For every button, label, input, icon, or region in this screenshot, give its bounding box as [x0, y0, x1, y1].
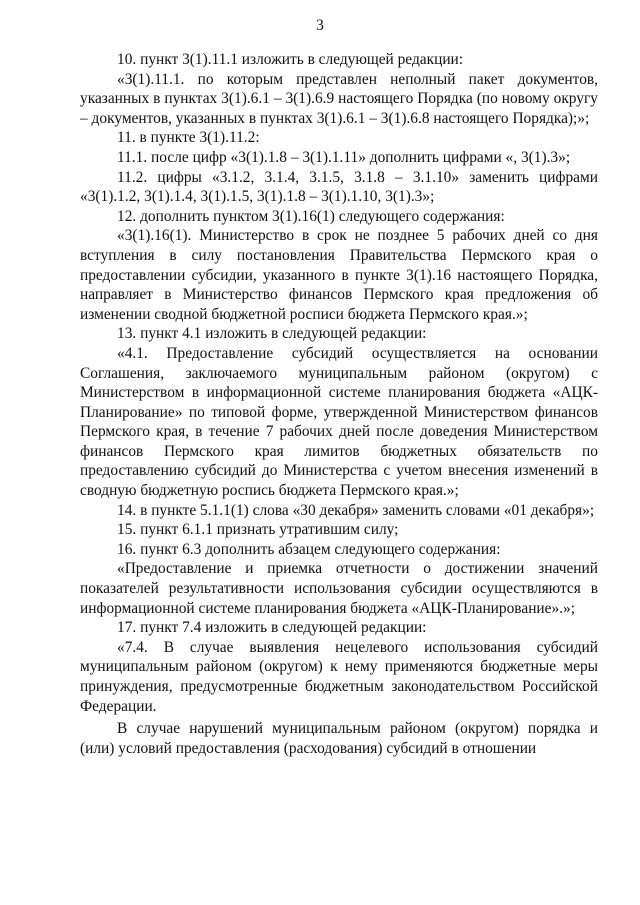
paragraph-quote-7-4: «7.4. В случае выявления нецелевого использования субсидий муниципальным районом (округом) к нему применяются бюджетные меры принуждения, предусмотренные бюджетным законодательством Российской Федерации.	[80, 638, 598, 715]
paragraph-quote-3-1-11-1: «3(1).11.1. по которым представлен неполный пакет документов, указанных в пунктах 3(1).6.1 – 3(1).6.9 настоящего Порядка (по новому округу – документов, указанных в пунктах 3(1).6.1 – 3(1).6.8 настоящего Порядка);»;	[80, 70, 598, 127]
paragraph-quote-4-1: «4.1. Предоставление субсидий осуществляется на основании Соглашения, заключаемого муниципальным районом (округом) с Министерством в информационной системе планирования бюджета «АЦК-Планирование» по типовой форме, утвержденной Министерством финансов Пермского края, в течение 7 рабочих дней после доведения Министерством финансов Пермского края лимитов бюджетных обязательств по предоставлению субсидий до Министерства с учетом внесения изменений в сводную бюджетную роспись бюджета Пермского края.»;	[80, 344, 598, 500]
paragraph-quote-3-1-16-1: «3(1).16(1). Министерство в срок не позднее 5 рабочих дней со дня вступления в силу постановления Правительства Пермского края о предоставлении субсидии, указанного в пункте 3(1).16 настоящего Порядка, направляет в Министерство финансов Пермского края предложения об изменении сводной бюджетной росписи бюджета Пермского края.»;	[80, 227, 598, 323]
paragraph-item-11: 11. в пункте 3(1).11.2:	[117, 129, 260, 147]
paragraph-item-11-2: 11.2. цифры «3.1.2, 3.1.4, 3.1.5, 3.1.8 – 3.1.10» заменить цифрами «3(1).1.2, 3(1).1.4, 3(1).1.5, 3(1).1.8 – 3(1).1.10, 3(1).3»;	[80, 168, 598, 206]
page-number: 3	[316, 17, 324, 34]
paragraph-item-15: 15. пункт 6.1.1 признать утратившим силу;	[117, 521, 399, 539]
paragraph-item-11-1: 11.1. после цифр «3(1).1.8 – 3(1).1.11» дополнить цифрами «, 3(1).3»;	[117, 148, 571, 166]
document-body	[80, 50, 598, 758]
paragraph-item-14: 14. в пункте 5.1.1(1) слова «30 декабря» заменить словами «01 декабря»;	[117, 501, 595, 519]
paragraph-item-17: 17. пункт 7.4 изложить в следующей редакции:	[117, 619, 427, 637]
paragraph-quote-6-3: «Предоставление и приемка отчетности о достижении значений показателей результативности использования субсидии осуществляются в информационной системе планирования бюджета «АЦК-Планирование».»;	[80, 560, 598, 617]
paragraph-item-16: 16. пункт 6.3 дополнить абзацем следующего содержания:	[117, 540, 501, 558]
paragraph-item-13: 13. пункт 4.1 изложить в следующей редакции:	[117, 325, 427, 343]
paragraph-item-10: 10. пункт 3(1).11.1 изложить в следующей редакции:	[117, 51, 464, 68]
paragraph-violations: В случае нарушений муниципальным районом (округом) порядка и (или) условий предоставления (расходования) субсидий в отношении	[80, 720, 598, 757]
paragraph-item-12: 12. дополнить пунктом 3(1).16(1) следующего содержания:	[117, 207, 505, 225]
